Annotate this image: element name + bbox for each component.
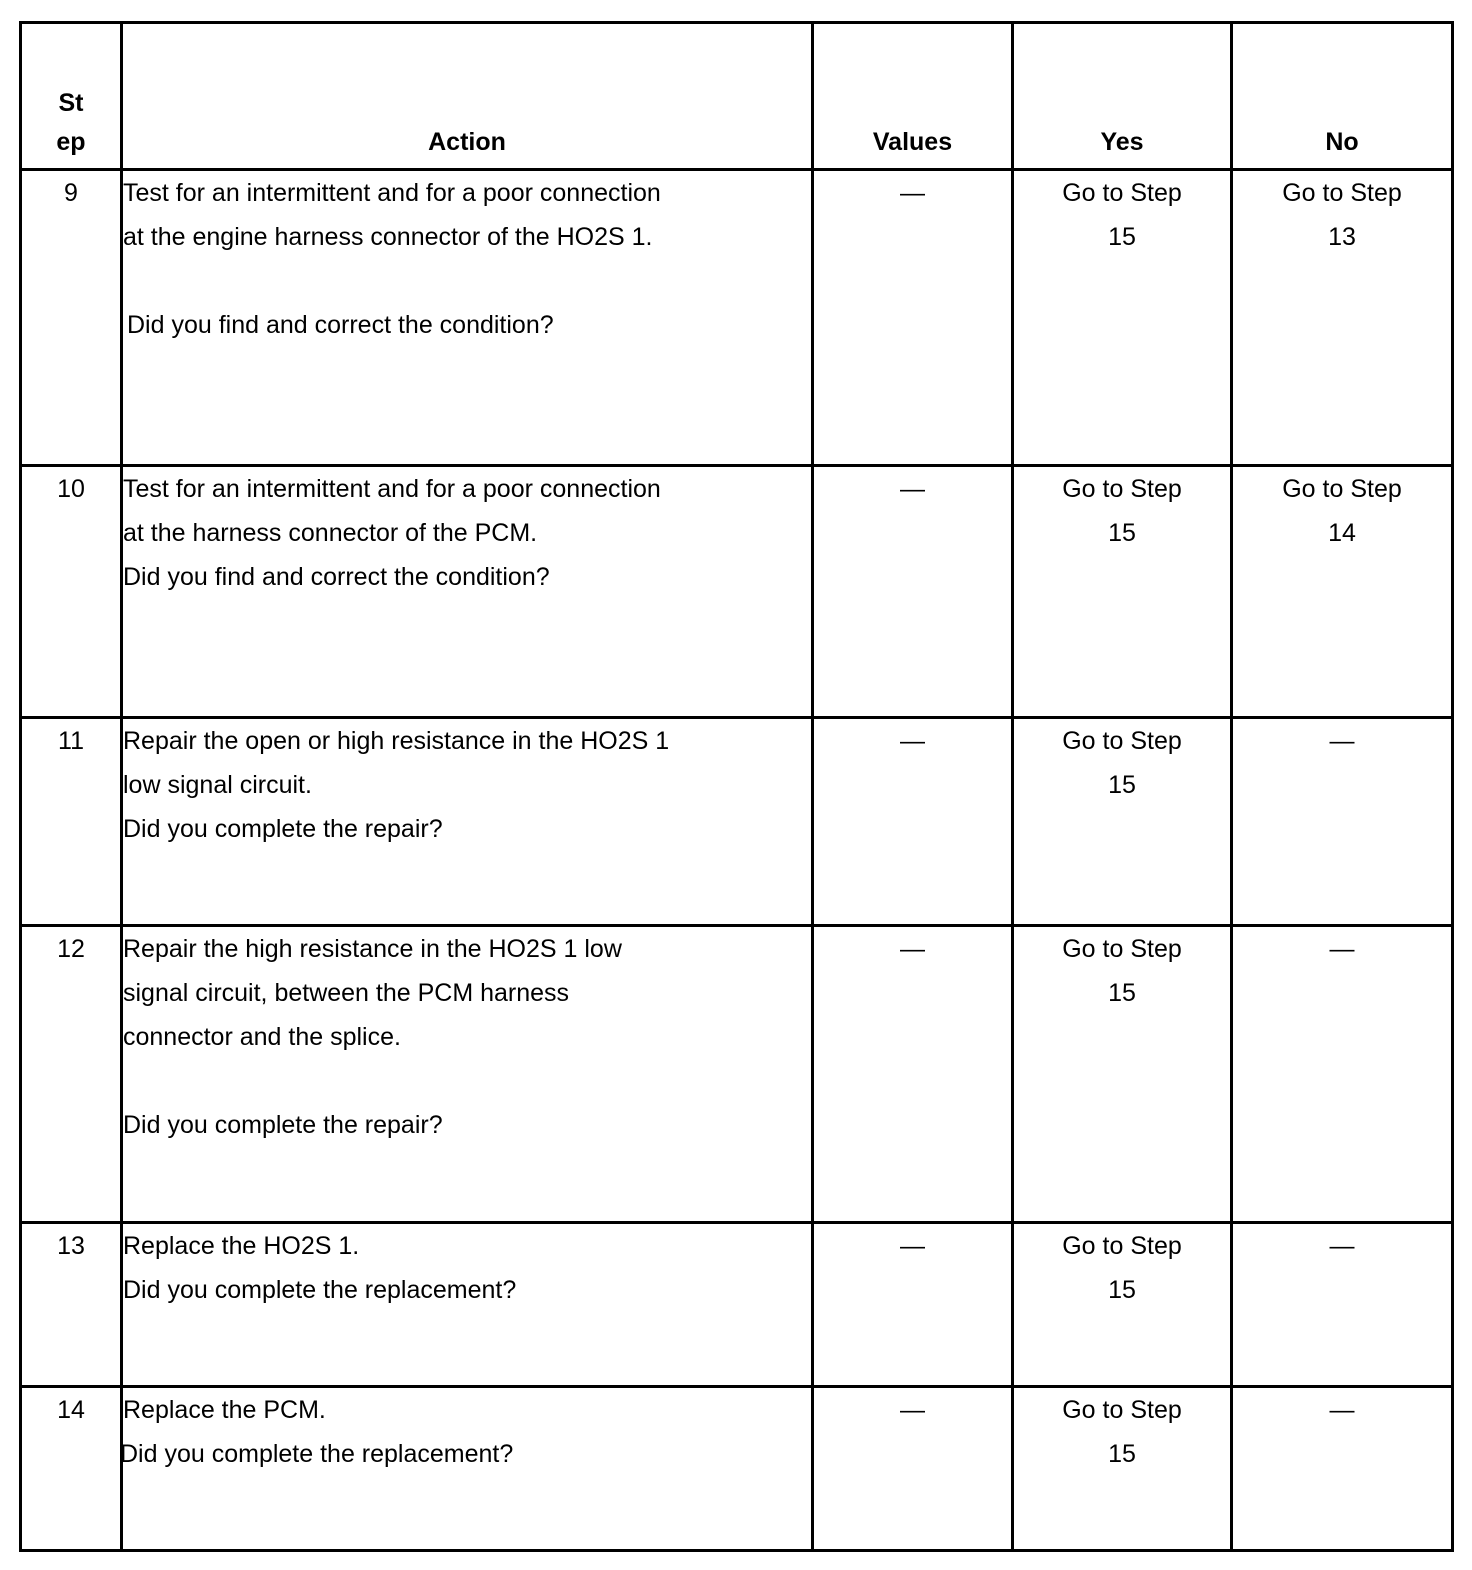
no-cell xyxy=(1232,170,1453,466)
header-step-line2: ep xyxy=(56,128,86,156)
action-line: Repair the high resistance in the HO2S 1 low xyxy=(123,935,622,963)
action-line: Test for an intermittent and for a poor connection xyxy=(123,179,661,207)
header-yes: Yes xyxy=(1013,23,1232,170)
table-row xyxy=(21,718,1453,926)
no-cell xyxy=(1232,466,1453,718)
header-action: Action xyxy=(122,23,813,170)
diagnostic-steps-table xyxy=(19,21,1454,1552)
yes-label: Go to Step xyxy=(1062,1396,1182,1424)
yes-label: Go to Step xyxy=(1062,179,1182,207)
no-step: — xyxy=(1329,1396,1355,1424)
action-question: Did you complete the repair? xyxy=(123,1111,443,1139)
yes-step: 15 xyxy=(1108,519,1136,547)
yes-cell xyxy=(1013,926,1232,1223)
no-label: Go to Step xyxy=(1282,179,1402,207)
no-step: 13 xyxy=(1328,223,1356,251)
action-line: Replace the HO2S 1. xyxy=(123,1232,360,1260)
values-cell: — xyxy=(813,466,1013,718)
yes-cell xyxy=(1013,718,1232,926)
step-number: 14 xyxy=(21,1387,122,1551)
header-step xyxy=(21,23,122,170)
yes-label: Go to Step xyxy=(1062,475,1182,503)
yes-cell xyxy=(1013,1387,1232,1551)
no-step: — xyxy=(1329,1232,1355,1260)
table-row xyxy=(21,466,1453,718)
yes-cell xyxy=(1013,1223,1232,1387)
step-number: 13 xyxy=(21,1223,122,1387)
action-line: connector and the splice. xyxy=(123,1023,401,1051)
yes-label: Go to Step xyxy=(1062,727,1182,755)
values-cell: — xyxy=(813,1387,1013,1551)
action-cell xyxy=(122,466,813,718)
values-cell: — xyxy=(813,170,1013,466)
header-step-line1: St xyxy=(58,89,84,117)
no-cell xyxy=(1232,1223,1453,1387)
table-row xyxy=(21,1223,1453,1387)
table-row xyxy=(21,926,1453,1223)
header-no: No xyxy=(1232,23,1453,170)
yes-label: Go to Step xyxy=(1062,935,1182,963)
action-line: low signal circuit. xyxy=(123,771,312,799)
step-number: 9 xyxy=(21,170,122,466)
action-cell xyxy=(122,170,813,466)
values-cell: — xyxy=(813,926,1013,1223)
action-cell xyxy=(122,1223,813,1387)
step-number: 10 xyxy=(21,466,122,718)
yes-step: 15 xyxy=(1108,1440,1136,1468)
no-cell xyxy=(1232,1387,1453,1551)
action-line: Test for an intermittent and for a poor connection xyxy=(123,475,661,503)
table-row xyxy=(21,170,1453,466)
table-row xyxy=(21,1387,1453,1551)
step-number: 12 xyxy=(21,926,122,1223)
values-cell: — xyxy=(813,1223,1013,1387)
values-cell: — xyxy=(813,718,1013,926)
yes-cell xyxy=(1013,170,1232,466)
action-question: Did you find and correct the condition? xyxy=(123,563,550,591)
action-line: at the harness connector of the PCM. xyxy=(123,519,538,547)
yes-cell xyxy=(1013,466,1232,718)
yes-label: Go to Step xyxy=(1062,1232,1182,1260)
action-cell xyxy=(122,926,813,1223)
action-cell xyxy=(122,1387,813,1551)
action-question: Did you complete the replacement? xyxy=(120,1440,514,1468)
action-line: at the engine harness connector of the HO2S 1. xyxy=(123,223,653,251)
yes-step: 15 xyxy=(1108,223,1136,251)
yes-step: 15 xyxy=(1108,771,1136,799)
action-question: Did you complete the repair? xyxy=(123,815,443,843)
action-cell xyxy=(122,718,813,926)
action-line: Repair the open or high resistance in the HO2S 1 xyxy=(123,727,670,755)
step-number: 11 xyxy=(21,718,122,926)
no-cell xyxy=(1232,926,1453,1223)
action-line: Replace the PCM. xyxy=(123,1396,326,1424)
header-row xyxy=(21,23,1453,170)
action-question: Did you find and correct the condition? xyxy=(127,311,554,339)
no-step: 14 xyxy=(1328,519,1356,547)
action-spacer xyxy=(123,1059,811,1103)
action-line: signal circuit, between the PCM harness xyxy=(123,979,570,1007)
yes-step: 15 xyxy=(1108,1276,1136,1304)
no-cell xyxy=(1232,718,1453,926)
no-label: Go to Step xyxy=(1282,475,1402,503)
action-question: Did you complete the replacement? xyxy=(123,1276,517,1304)
no-step: — xyxy=(1329,935,1355,963)
header-values: Values xyxy=(813,23,1013,170)
no-step: — xyxy=(1329,727,1355,755)
yes-step: 15 xyxy=(1108,979,1136,1007)
action-spacer xyxy=(123,259,811,303)
